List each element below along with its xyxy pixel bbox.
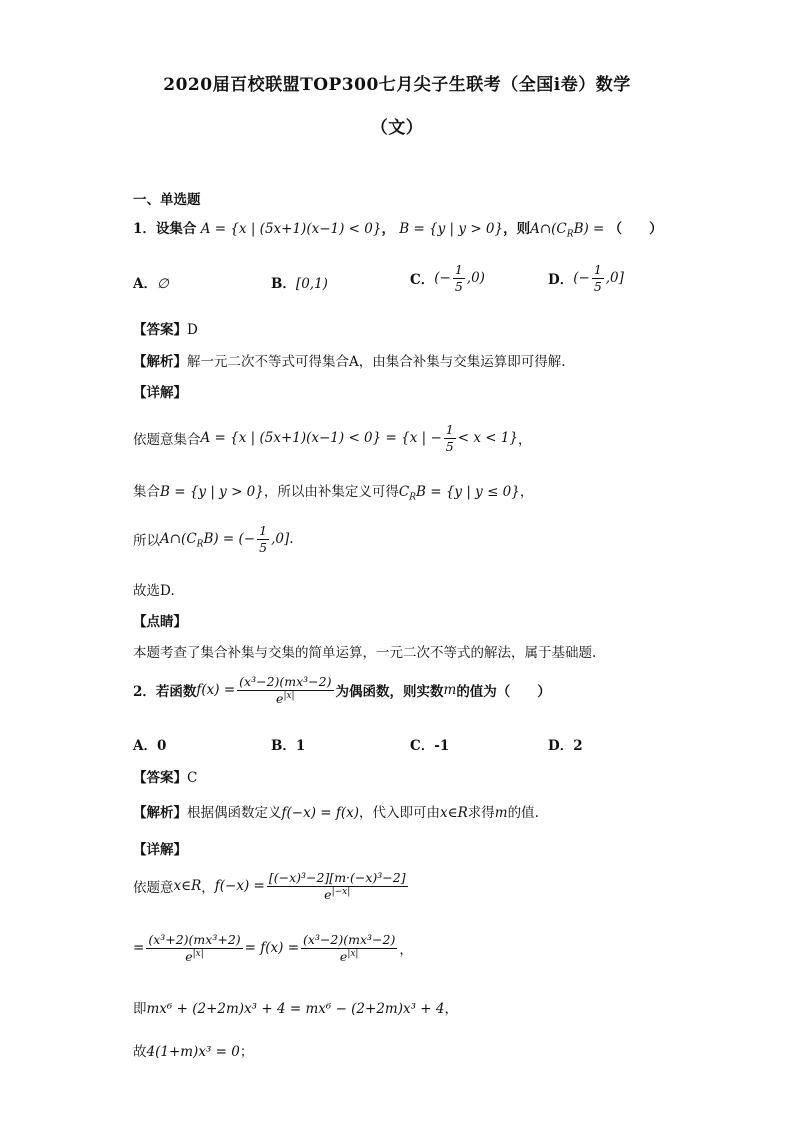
answer-value: D [187, 322, 198, 338]
fraction: $\frac{\text{(x³−2)(mx³−2)}}{e^{|x|}}$ [239, 674, 332, 706]
answer-paren: （ ） [608, 221, 663, 237]
q2-detail-heading: 【详解】 [133, 842, 187, 858]
q2-analysis: 【解析】根据偶函数定义f(−x) = f(x)，代入即可由x∈R求得m的值. [133, 805, 539, 821]
fraction: $\frac{1}{5}$ [259, 523, 268, 555]
document-title: 2020届百校联盟TOP300七月尖子生联考（全国i卷）数学 [163, 75, 631, 95]
section-heading: 一、单选题 [133, 192, 201, 208]
q2-option-c: C．-1 [410, 738, 450, 754]
q1-comment: 本题考查了集合补集与交集的简单运算，一元二次不等式的解法，属于基础题. [133, 645, 597, 661]
q1-comment-heading: 【点睛】 [133, 614, 187, 630]
q2-detail-line-4: 故4(1+m)x³ = 0； [133, 1044, 254, 1060]
q1-detail-line-2: 集合B = {y | y > 0}，所以由补集定义可得$C_RB = \{y$ | y ≤ 0}， [133, 484, 534, 503]
fraction: $\frac{\text{(x³+2)(mx³+2)}}{e^{|x|}}$ [148, 932, 241, 964]
question-1-stem [133, 217, 663, 240]
q2-option-a: A．0 [133, 738, 167, 754]
stem-text: ，则 [503, 221, 531, 237]
q1-analysis: 【解析】解一元二次不等式可得集合A，由集合补集与交集运算即可得解. [133, 354, 566, 370]
document-subtitle: （文） [370, 118, 424, 138]
fraction: $\frac{1}{5}$ [445, 422, 454, 454]
q1-option-b: B．[0,1) [271, 276, 328, 292]
stem-text: ， [381, 221, 395, 237]
set-b-expression: B = {y | y > 0} [399, 221, 504, 237]
stem-text: 设集合 [155, 221, 197, 237]
fraction: $\frac{\text{(x³−2)(mx³−2)}}{e^{|x|}}$ [303, 932, 396, 964]
fraction: $\frac{1}{5}$ [454, 262, 463, 294]
q1-option-c: C．(− $\frac{1}{5}$ ,0) [410, 262, 485, 294]
set-a-expression: A = {x | (5x+1)(x−1) < 0} [200, 221, 382, 237]
target-expression: $A\cap(C_RB)$ = [530, 221, 605, 240]
q1-option-d: D．(− $\frac{1}{5}$ ,0] [548, 262, 624, 294]
answer-value: C [187, 770, 198, 786]
q2-option-d: D．2 [548, 738, 583, 754]
fraction: $\frac{\text{[(−x)³−2][m·(−x)³−2]}}{e^{|-x|}}$ [268, 870, 406, 902]
q1-option-a: A．∅ [133, 276, 169, 292]
q1-answer: 【答案】D [133, 322, 198, 338]
q2-detail-line-2: = $\frac{\text{(x³+2)(mx³+2)}}{e^{|x|}}$ = f(x) = $\frac{\text{(x³−2)(mx³−2)}}{e^{|x|}}$ ， [133, 932, 413, 964]
q1-detail-line-3: 所以$A\cap(C_RB)$ = (− $\frac{1}{5}$ ,0]. [133, 523, 294, 555]
q1-conclusion: 故选D. [133, 583, 175, 599]
q2-detail-line-1: 依题意x∈R，f(−x) = $\frac{\text{[(−x)³−2][m·(−x)³−2]}}{e^{|-x|}}$ [133, 870, 406, 902]
q2-answer: 【答案】C [133, 770, 198, 786]
question-2-stem: 2．若函数f(x) = $\frac{\text{(x³−2)(mx³−2)}}{e^{|x|}}$ 为偶函数，则实数m的值为（ ） [133, 674, 551, 706]
q2-detail-line-3: 即mx⁶ + (2+2m)x³ + 4 = mx⁶ − (2+2m)x³ + 4， [133, 1001, 459, 1017]
q2-option-b: B．1 [271, 738, 306, 754]
q1-detail-line-1: 依题意集合A = {x | (5x+1)(x−1) < 0} = {x | − $\frac{1}{5}$ < x < 1}， [133, 422, 532, 454]
question-number: 1． [133, 221, 156, 237]
q1-detail-heading: 【详解】 [133, 385, 187, 401]
question-number: 2． [133, 684, 156, 701]
fraction: $\frac{1}{5}$ [593, 262, 602, 294]
